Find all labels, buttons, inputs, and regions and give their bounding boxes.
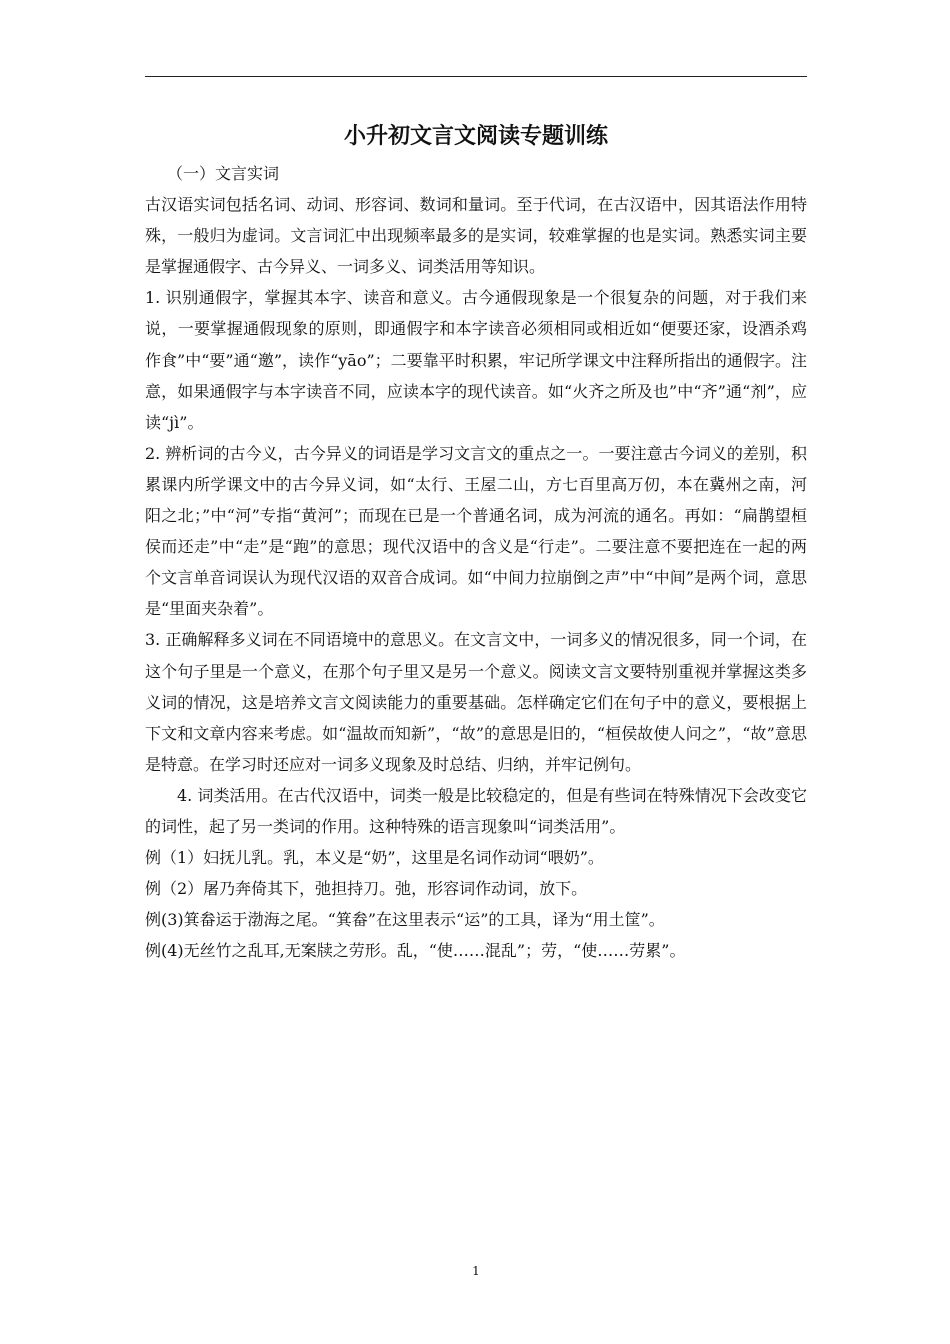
paragraph-point-1: 1. 识别通假字，掌握其本字、读音和意义。古今通假现象是一个很复杂的问题，对于我们来说，一要掌握通假现象的原则，即通假字和本字读音必须相同或相近如“便要还家，设酒杀鸡作食”中“要”通“邀”，读作“yāo”；二要靠平时积累，牢记所学课文中注释所指出的通假字。注意，如果通假字与本字读音不同，应读本字的现代读音。如“火齐之所及也”中“齐”通“剂”，应读“jì”。 xyxy=(145,288,807,432)
paragraph-point-3: 3. 正确解释多义词在不同语境中的意思义。在文言文中，一词多义的情况很多，同一个词，在这个句子里是一个意义，在那个句子里又是另一个意义。阅读文言文要特别重视并掌握这类多义词的情况，这是培养文言文阅读能力的重要基础。怎样确定它们在句子中的意义，要根据上下文和文章内容来考虑。如“温故而知新”，“故”的意思是旧的，“桓侯故使人问之”，“故”意思是特意。在学习时还应对一词多义现象及时总结、归纳，并牢记例句。 xyxy=(145,630,807,774)
section-heading: （一）文言实词 xyxy=(167,164,280,183)
document-body xyxy=(145,158,807,966)
paragraph-intro: 古汉语实词包括名词、动词、形容词、数词和量词。至于代词，在古汉语中，因其语法作用特殊，一般归为虚词。文言词汇中出现频率最多的是实词，较难掌握的也是实词。熟悉实词主要是掌握通假字、古今异义、一词多义、词类活用等知识。 xyxy=(145,195,807,277)
paragraph-point-4: 4. 词类活用。在古代汉语中，词类一般是比较稳定的，但是有些词在特殊情况下会改变它的词性，起了另一类词的作用。这种特殊的语言现象叫“词类活用”。 xyxy=(145,785,807,836)
example-3: 例(3)箕畚运于渤海之尾。“箕畚”在这里表示“运”的工具，译为“用土筐”。 xyxy=(145,910,665,930)
example-4: 例(4)无丝竹之乱耳,无案牍之劳形。乱，“使……混乱”；劳，“使……劳累”。 xyxy=(145,941,686,961)
example-2: 例（2）屠乃奔倚其下，弛担持刀。弛，形容词作动词，放下。 xyxy=(145,879,588,899)
header-rule xyxy=(145,76,807,77)
document-title: 小升初文言文阅读专题训练 xyxy=(343,124,608,149)
paragraph-point-2: 2. 辨析词的古今义，古今异义的词语是学习文言文的重点之一。一要注意古今词义的差别，积累课内所学课文中的古今异义词，如“太行、王屋二山，方七百里高万仞，本在冀州之南，河阳之北；”中“河”专指“黄河”；而现在已是一个普通名词，成为河流的通名。再如：“扁鹊望桓侯而还走”中“走”是“跑”的意思；现代汉语中的含义是“行走”。二要注意不要把连在一起的两个文言单音词误认为现代汉语的双音合成词。如“中间力拉崩倒之声”中“中间”是两个词，意思是“里面夹杂着”。 xyxy=(145,443,807,619)
page-number: 1 xyxy=(472,1264,480,1278)
example-1: 例（1）妇抚儿乳。乳，本义是“奶”，这里是名词作动词“喂奶”。 xyxy=(145,848,604,868)
